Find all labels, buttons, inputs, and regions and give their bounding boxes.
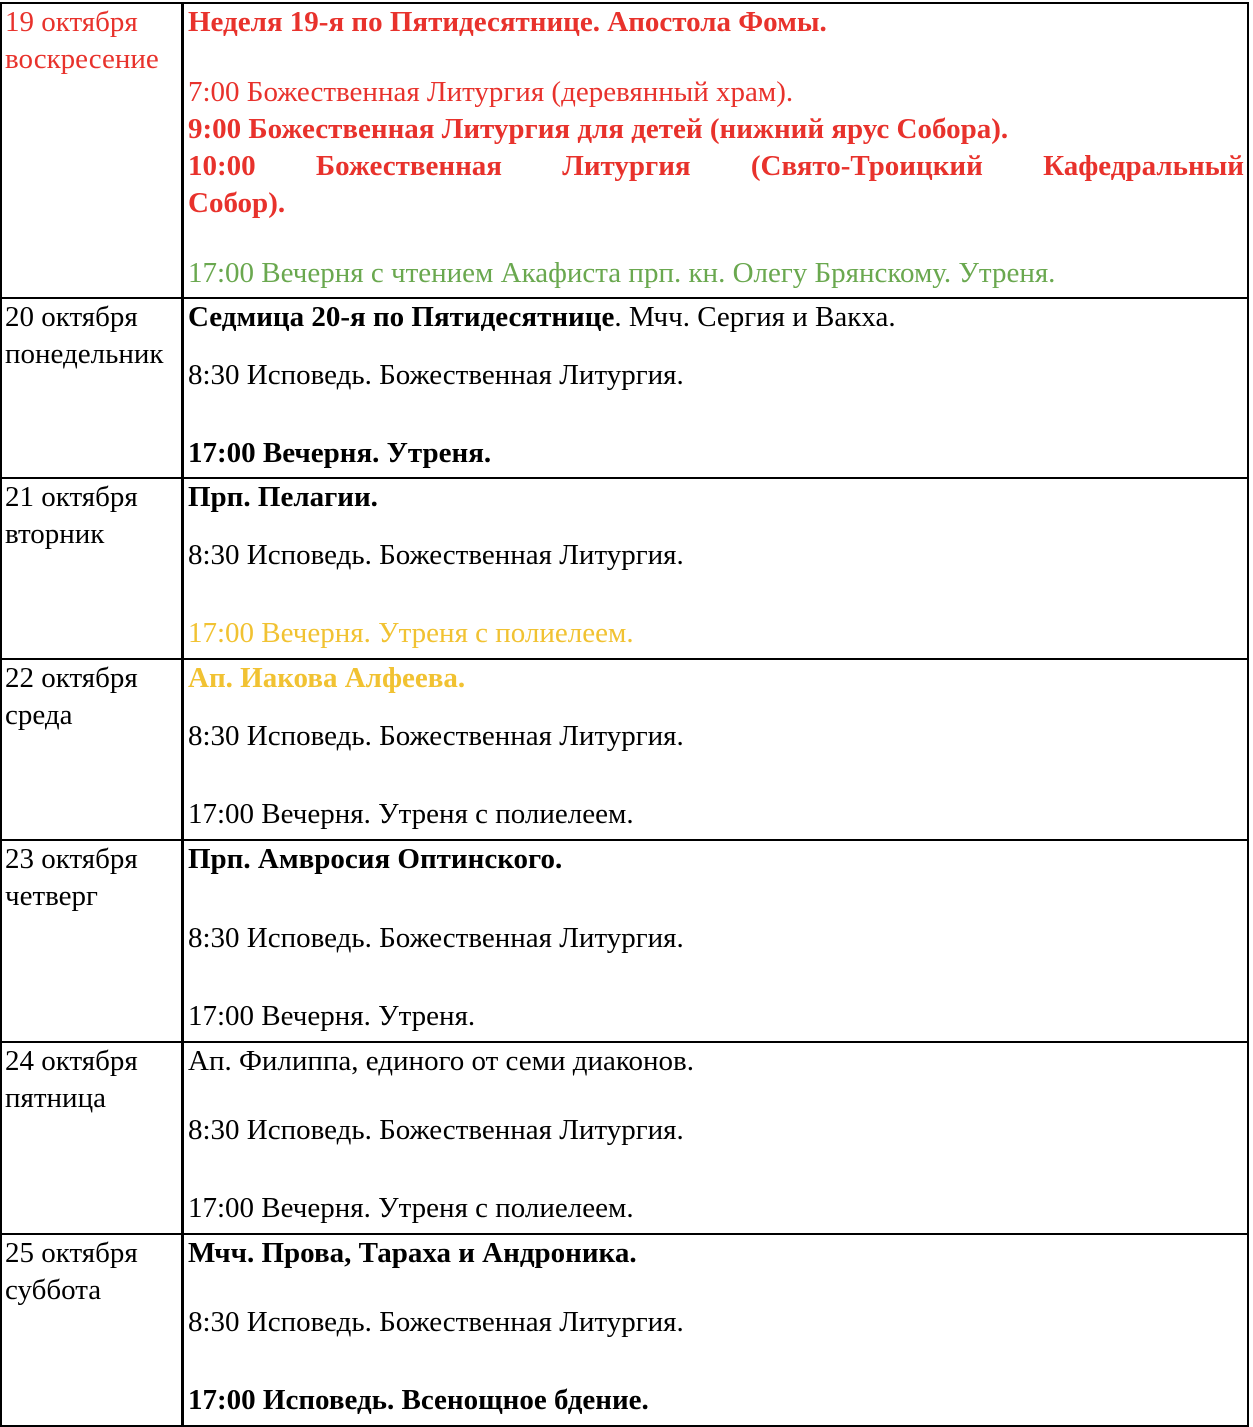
table-row [1, 1042, 1248, 1234]
spacer [188, 394, 1244, 435]
feast-title-rest: . Мчч. Сергия и Вакха. [614, 301, 896, 333]
feast-title: Ап. Иакова Алфеева. [188, 662, 466, 694]
weekday-label: четверг [5, 880, 98, 912]
service-entry: 8:30 Исповедь. Божественная Литургия. [188, 359, 684, 391]
weekday-label: вторник [5, 518, 105, 550]
table-row [1, 478, 1248, 659]
service-entry: 7:00 Божественная Литургия (деревянный храм). [188, 76, 794, 108]
spacer [188, 1272, 1244, 1304]
service-entry: 17:00 Вечерня. Утреня. [188, 1000, 476, 1032]
service-entry: 17:00 Вечерня. Утреня с полиелеем. [188, 1192, 634, 1224]
date-label: 20 октября [5, 301, 138, 333]
feast-title: Мчч. Прова, Тараха и Андроника. [188, 1237, 637, 1269]
spacer [188, 41, 1244, 74]
services-cell [183, 478, 1249, 659]
spacer [188, 1080, 1244, 1112]
services-cell [183, 840, 1249, 1042]
date-cell [1, 659, 183, 840]
table-row [1, 298, 1248, 478]
date-label: 21 октября [5, 481, 138, 513]
spacer [188, 336, 1244, 357]
feast-title: Ап. Филиппа, единого от семи диаконов. [188, 1045, 694, 1077]
date-label: 23 октября [5, 843, 138, 875]
schedule-table [0, 2, 1249, 1427]
feast-title [188, 299, 1244, 336]
date-cell [1, 298, 183, 478]
spacer [188, 878, 1244, 920]
services-cell [183, 1042, 1249, 1234]
service-entry: 17:00 Исповедь. Всенощное бдение. [188, 1384, 649, 1416]
service-entry: 8:30 Исповедь. Божественная Литургия. [188, 1114, 684, 1146]
date-cell [1, 478, 183, 659]
weekday-label: суббота [5, 1274, 102, 1306]
weekday-label: воскресение [5, 43, 159, 75]
service-entry: 10:00 Божественная Литургия (Свято-Троицкий Кафедральный [188, 150, 1244, 182]
services-cell [183, 1234, 1249, 1426]
service-entry: 8:30 Исповедь. Божественная Литургия. [188, 922, 684, 954]
spacer [188, 755, 1244, 796]
service-entry: 8:30 Исповедь. Божественная Литургия. [188, 720, 684, 752]
feast-title: Прп. Пелагии. [188, 481, 378, 513]
spacer [188, 1149, 1244, 1190]
spacer [188, 697, 1244, 718]
date-cell [1, 840, 183, 1042]
date-label: 24 октября [5, 1045, 138, 1077]
date-label: 19 октября [5, 6, 138, 38]
date-cell [1, 1234, 183, 1426]
feast-title-bold: Седмица 20-я по Пятидесятнице [188, 301, 615, 333]
services-cell [183, 298, 1249, 478]
table-row [1, 1234, 1248, 1426]
services-cell [183, 659, 1249, 840]
date-label: 25 октября [5, 1237, 138, 1269]
service-entry: 17:00 Вечерня с чтением Акафиста прп. кн. Олегу Брянскому. Утреня. [188, 257, 1056, 289]
table-row [1, 840, 1248, 1042]
service-entry: 9:00 Божественная Литургия для детей (нижний ярус Собора). [188, 113, 1009, 145]
spacer [188, 574, 1244, 615]
services-cell [183, 3, 1249, 298]
spacer [188, 957, 1244, 998]
table-row [1, 3, 1248, 298]
service-entry: 17:00 Вечерня. Утреня с полиелеем. [188, 617, 634, 649]
weekday-label: понедельник [5, 338, 164, 370]
spacer [188, 222, 1244, 255]
service-entry: 8:30 Исповедь. Божественная Литургия. [188, 1306, 684, 1338]
weekday-label: среда [5, 699, 73, 731]
spacer [188, 1341, 1244, 1382]
service-entry: 8:30 Исповедь. Божественная Литургия. [188, 539, 684, 571]
feast-title: Прп. Амвросия Оптинского. [188, 843, 563, 875]
date-cell [1, 1042, 183, 1234]
weekday-label: пятница [5, 1082, 106, 1114]
service-entry: 17:00 Вечерня. Утреня с полиелеем. [188, 798, 634, 830]
service-entry: 17:00 Вечерня. Утреня. [188, 437, 492, 469]
service-entry: Собор). [188, 187, 286, 219]
date-cell [1, 3, 183, 298]
spacer [188, 516, 1244, 537]
date-label: 22 октября [5, 662, 138, 694]
table-row [1, 659, 1248, 840]
feast-title: Неделя 19-я по Пятидесятнице. Апостола Фомы. [188, 6, 827, 38]
